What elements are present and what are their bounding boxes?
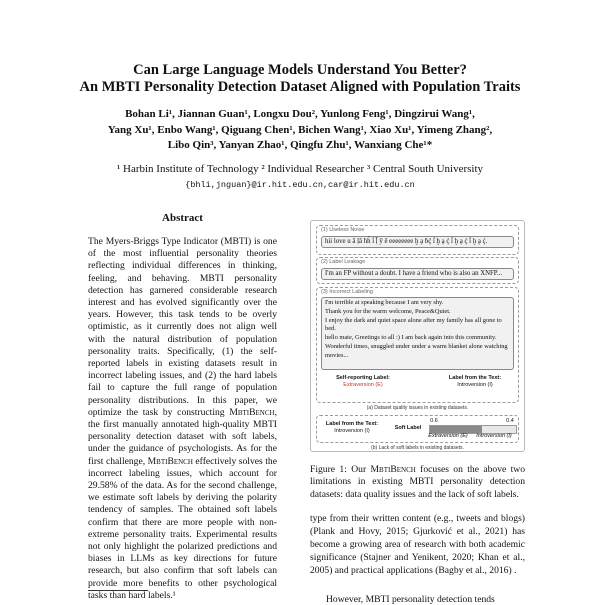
message-line: I enjoy the dark and quiet space alone after my family has all gone to bed.	[325, 316, 502, 333]
incorrect-messages	[321, 297, 514, 370]
body-last-line: However, MBTI personality detection tends	[326, 594, 495, 605]
self-label-title: Self-reporting Label:	[336, 375, 390, 381]
panel-incorrect-labeling	[316, 287, 519, 403]
text-label-box	[435, 375, 515, 389]
panel-label: (3) Incorrect Labeling	[321, 289, 373, 295]
paper-title	[0, 62, 600, 96]
bottom-label-value: Introversion (I)	[334, 427, 370, 434]
self-label-value: Extraversion (E)	[343, 381, 383, 388]
bottom-label-title: Label from the Text:	[325, 421, 379, 427]
footnote-divider	[88, 590, 148, 591]
soft-right-text: Introversion (I)	[476, 433, 512, 439]
dataset-name: MbtiBench	[229, 406, 275, 418]
leakage-message: I'm an FP without a doubt. I have a friend who is also an XNFP...	[321, 268, 514, 280]
message-line: hello mate, Greetings to all :) I am back again into this community.	[325, 334, 497, 342]
message-line: Wonderful times, snuggled under under a warm blanket alone watching movies...	[325, 342, 508, 359]
panel-label: (2) Label Leakage	[321, 259, 366, 265]
abstract-text-2: , the first manually annotated high-quality MBTI personality detection dataset with soft labels, under the guidance of psychologists. As for the first challenge,	[88, 406, 277, 467]
soft-left-value: 0.6	[430, 418, 438, 424]
bottom-label-box	[321, 421, 383, 435]
author-list	[0, 107, 600, 154]
panel-label: (1) Useless Noise	[321, 227, 365, 233]
text-label-value: Introversion (I)	[457, 381, 493, 388]
message-line: Thank you for the warm welcome, Peace&Quiet.	[325, 307, 451, 315]
abstract-text-1: The Myers-Briggs Type Indicator (MBTI) is one of the most influential personality theories reflecting individual differences in thinking, feeling, and behaving. MBTI personality detection has garnered considerable research interest and has evolved significantly over the years. However, this task tends to be overly optimistic, as it currently does not align well with the natural distribution of population personality traits. Specifically, (1) the self-reported labels in existing datasets result in incorrect labeling issues, and (2) the hard labels fail to capture the full range of population personality distributions. In this paper, we optimize the task by constructing	[88, 236, 277, 418]
title-line-2: An MBTI Personality Detection Dataset Aligned with Population Traits	[79, 79, 521, 95]
figure-1	[310, 220, 525, 452]
text-label-title: Label from the Text:	[448, 375, 502, 381]
abstract-body	[88, 236, 277, 602]
figure-caption-a: (a) Dataset quality issues in existing datasets.	[366, 405, 469, 411]
abstract-heading: Abstract	[162, 212, 203, 224]
soft-right-value: 0.4	[506, 418, 514, 424]
figure-caption-b: (b) Lack of soft labels in existing datasets.	[371, 445, 464, 451]
affiliations: ¹ Harbin Institute of Technology ² Individual Researcher ³ Central South University	[116, 163, 484, 175]
abstract-text-3: effectively solves the incorrect labeling issues, which account for 29.58% of the data. As for the second challenge, we estimate soft labels by deriving the polarity tendency of samples. The obtained soft labels confirm that there are more people with non-extreme personality traits. Experimental results not only highlight the polarized predictions and biases in LLMs as key directions for future research, but also confirm that soft labels can provide more benefits to other psychological tasks than hard labels.¹	[88, 455, 277, 601]
figure-caption	[310, 464, 525, 501]
noise-message: hii love u ā ḷā ħĥ ḯ ḹ ȳ ẽ eeeeeeee ḫ ḁ ḃḉ ḯ ḫ ḁ ḉ ḯ ḫ ḁ ḉ ḯ ḫ ḁ ḉ.	[321, 236, 514, 248]
authors-line-1: Bohan Li¹, Jiannan Guan¹, Longxu Dou², Yunlong Feng¹, Dingzirui Wang¹,	[125, 108, 475, 120]
caption-prefix: Figure 1: Our	[310, 464, 367, 475]
title-line-1: Can Large Language Models Understand You Better?	[133, 62, 467, 78]
caption-rest: focuses on the above two limitations in existing MBTI personality detection datasets: data quality issues and the lack of soft labels.	[310, 464, 526, 500]
authors-line-3: Libo Qin³, Yanyan Zhao¹, Qingfu Zhu¹, Wanxiang Che¹*	[167, 139, 433, 151]
body-paragraph: type from their written content (e.g., tweets and blogs) (Plank and Hovy, 2015; Gjurković et al., 2021) has become a growing area of research with both academic significance (Stajner and Yenikent, 2020; Khan et al., 2005) and practical applications (Bagby et al., 2016) .	[310, 513, 525, 576]
authors-line-2: Yang Xu¹, Enbo Wang¹, Qiguang Chen¹, Bichen Wang¹, Xiao Xu¹, Yimeng Zhang²,	[107, 123, 493, 136]
body-text-right	[310, 512, 525, 577]
panel-soft-labels	[316, 415, 519, 443]
soft-label-fill	[430, 426, 482, 433]
self-report-label-box	[323, 375, 403, 389]
dataset-name: MbtiBench	[147, 455, 193, 467]
caption-dataset-name: MbtiBench	[370, 464, 416, 475]
panel-useless-noise	[316, 225, 519, 255]
message-line: I'm terrible at speaking because I am very shy.	[325, 299, 444, 306]
panel-label-leakage	[316, 257, 519, 284]
emails: {bhli,jnguan}@ir.hit.edu.cn,car@ir.hit.edu.cn	[185, 180, 415, 190]
soft-left-text: Extraversion (E)	[428, 433, 468, 439]
soft-label-title: Soft Label	[394, 425, 422, 431]
